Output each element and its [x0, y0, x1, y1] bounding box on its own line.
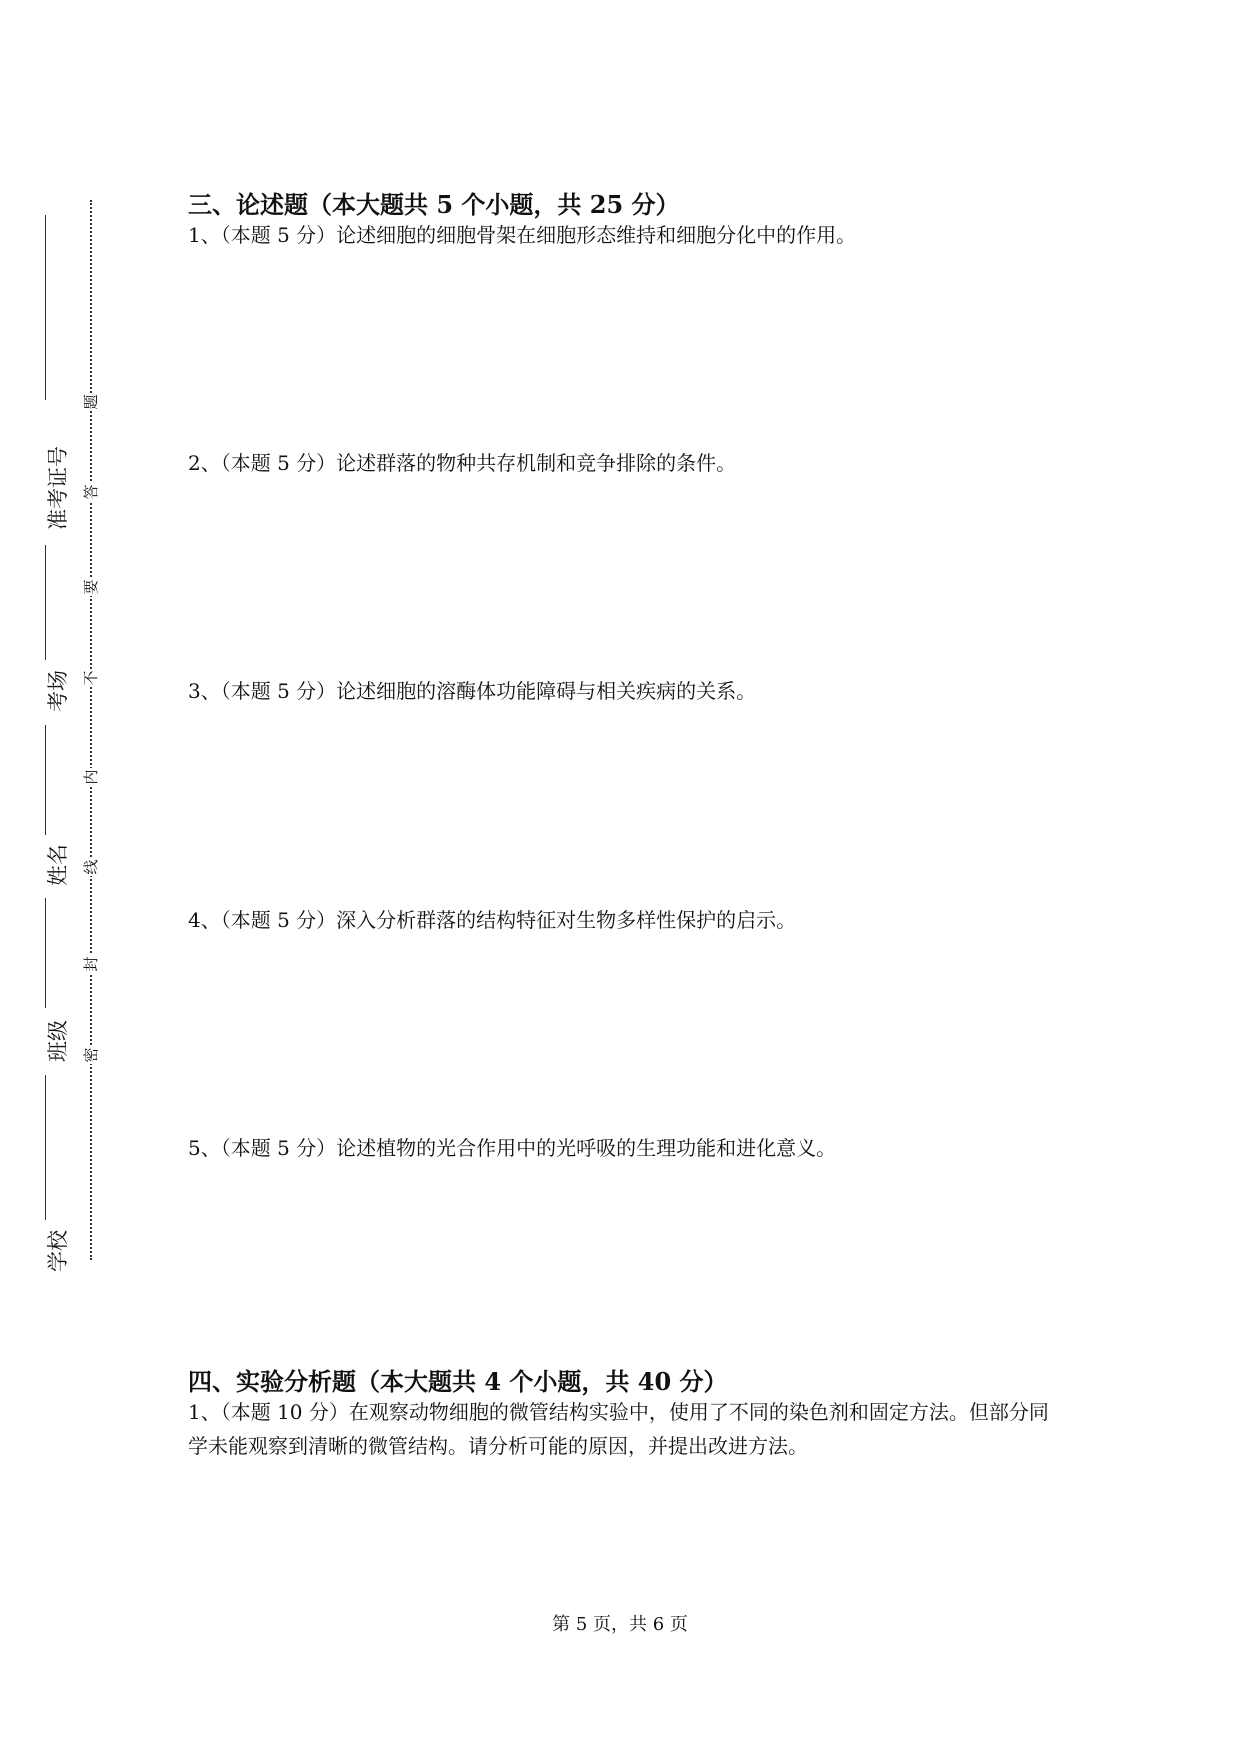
- essay-question-2: 2、（本题 5 分）论述群落的物种共存机制和竞争排除的条件。: [188, 451, 737, 475]
- exam-number-label: 准考证号: [46, 446, 70, 530]
- experiment-question-1: 1、（本题 10 分）在观察动物细胞的微管结构实验中，使用了不同的染色剂和固定方法。但部分同学未能观察到清晰的微管结构。请分析可能的原因，并提出改进方法。: [188, 1400, 1049, 1458]
- seal-char: 题: [82, 394, 100, 410]
- section-3-title: 三、论述题（本大题共 5 个小题，共 25 分）: [188, 190, 680, 219]
- exam-room-label: 考场: [46, 670, 70, 712]
- essay-question-3: 3、（本题 5 分）论述细胞的溶酶体功能障碍与相关疾病的关系。: [188, 679, 757, 703]
- section-4-title: 四、实验分析题（本大题共 4 个小题，共 40 分）: [188, 1367, 728, 1396]
- essay-question-4: 4、（本题 5 分）深入分析群落的结构特征对生物多样性保护的启示。: [188, 908, 797, 932]
- seal-char: 答: [82, 484, 100, 500]
- binding-underline: [45, 1075, 46, 1220]
- seal-char: 要: [82, 579, 100, 595]
- page-number: 第 5 页，共 6 页: [552, 1614, 688, 1635]
- seal-char: 密: [82, 1047, 100, 1063]
- seal-char: 线: [82, 859, 100, 875]
- seal-char: 内: [82, 769, 100, 785]
- school-label: 学校: [46, 1230, 70, 1272]
- binding-underline: [45, 725, 46, 835]
- binding-underline: [45, 898, 46, 1008]
- essay-question-5: 5、（本题 5 分）论述植物的光合作用中的光呼吸的生理功能和进化意义。: [188, 1136, 837, 1160]
- class-label: 班级: [46, 1020, 70, 1062]
- essay-question-1: 1、（本题 5 分）论述细胞的细胞骨架在细胞形态维持和细胞分化中的作用。: [188, 223, 857, 247]
- seal-char: 不: [82, 670, 100, 686]
- binding-underline: [45, 215, 46, 400]
- name-label: 姓名: [46, 844, 70, 886]
- seal-dotted-line: [90, 200, 92, 1260]
- binding-underline: [45, 545, 46, 660]
- seal-char: 封: [82, 956, 100, 972]
